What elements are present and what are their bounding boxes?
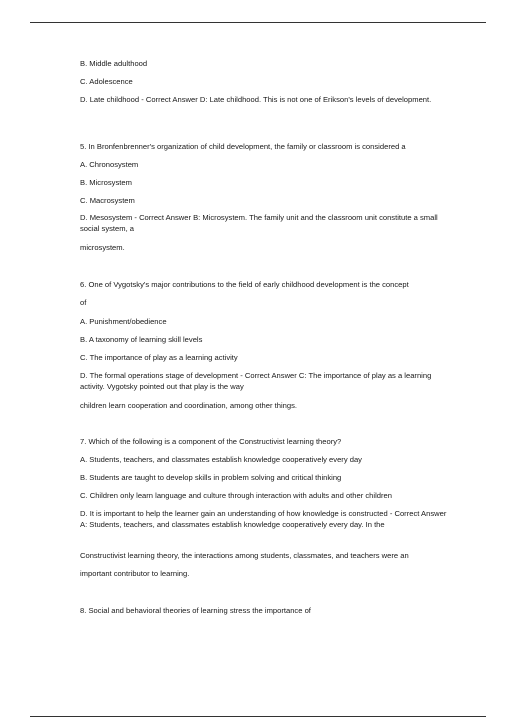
- question-continuation: of: [80, 298, 87, 307]
- question-6: 6. One of Vygotsky's major contributions to the field of early childhood development is the concept: [80, 280, 409, 289]
- question-7: 7. Which of the following is a component of the Constructivist learning theory?: [80, 437, 342, 446]
- top-rule: [30, 22, 486, 23]
- bottom-rule: [30, 716, 486, 717]
- answer-option-b: B. Students are taught to develop skills in problem solving and critical thinking: [80, 473, 342, 482]
- answer-option-d: D. Mesosystem - Correct Answer B: Microsystem. The family unit and the classroom unit constitute a small social system, a: [80, 213, 438, 233]
- answer-option-d: D. It is important to help the learner gain an understanding of how knowledge is constructed - Correct Answer A: Students, teachers, and classmates establish knowledge cooperatively every day. In the: [80, 509, 447, 529]
- question-8: 8. Social and behavioral theories of learning stress the importance of: [80, 606, 311, 615]
- answer-option-a: A. Chronosystem: [80, 160, 139, 169]
- answer-option-d: D. Late childhood - Correct Answer D: Late childhood. This is not one of Erikson's levels of development.: [80, 95, 432, 104]
- question-5: 5. In Bronfenbrenner's organization of child development, the family or classroom is considered a: [80, 142, 406, 151]
- answer-continuation: children learn cooperation and coordination, among other things.: [80, 401, 297, 410]
- answer-continuation: Constructivist learning theory, the interactions among students, classmates, and teachers were an: [80, 551, 409, 560]
- answer-continuation: microsystem.: [80, 243, 125, 252]
- answer-option-b: B. A taxonomy of learning skill levels: [80, 335, 203, 344]
- answer-option-c: C. Adolescence: [80, 77, 133, 86]
- answer-option-b: B. Microsystem: [80, 178, 132, 187]
- answer-option-d: D. The formal operations stage of development - Correct Answer C: The importance of play as a learning activity. Vygotsky pointed out that play is the way: [80, 371, 432, 391]
- answer-continuation: important contributor to learning.: [80, 569, 190, 578]
- answer-option-a: A. Punishment/obedience: [80, 317, 167, 326]
- answer-option-a: A. Students, teachers, and classmates establish knowledge cooperatively every day: [80, 455, 362, 464]
- answer-option-c: C. Macrosystem: [80, 196, 135, 205]
- answer-option-c: C. Children only learn language and culture through interaction with adults and other children: [80, 491, 392, 500]
- answer-option-b: B. Middle adulthood: [80, 59, 148, 68]
- answer-option-c: C. The importance of play as a learning activity: [80, 353, 238, 362]
